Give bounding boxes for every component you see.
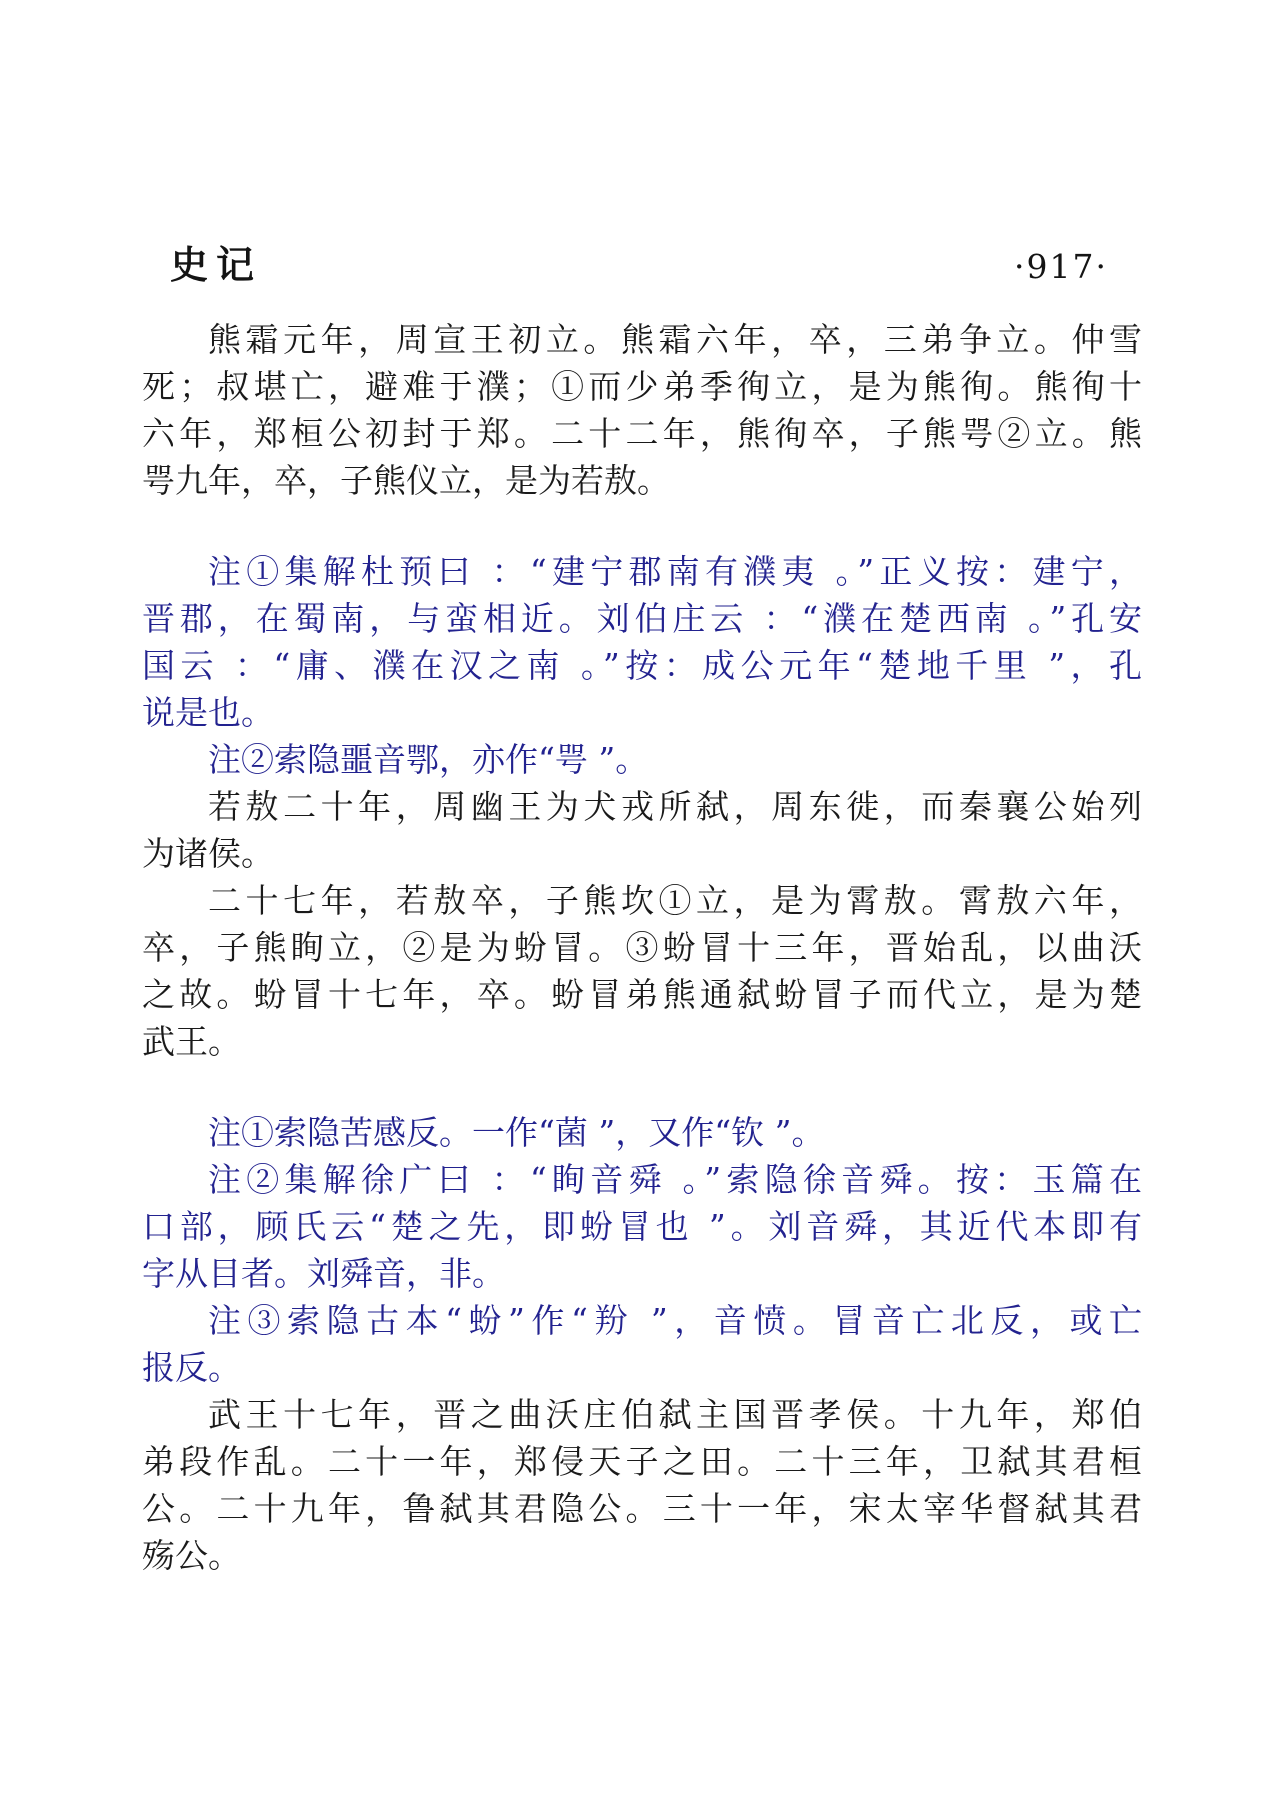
page-header [170, 234, 1108, 289]
annotation-paragraph [142, 1156, 1142, 1297]
annotation-paragraph [142, 1109, 1142, 1156]
text-line: 殇公。 [142, 1536, 241, 1575]
text-line: 之故。蚡冒十七年，卒。蚡冒弟熊通弑蚡冒子而代立，是为楚 [142, 975, 1142, 1014]
main-paragraph [142, 316, 1142, 504]
paragraph-gap [142, 1065, 1142, 1109]
annotation-paragraph [142, 548, 1142, 736]
text-line: 二十七年，若敖卒，子熊坎①立，是为霄敖。霄敖六年， [208, 881, 1142, 920]
annotation-line: 注①索隐苦感反。一作“菌 ”，又作“钦 ”。 [208, 1113, 825, 1152]
annotation-line: 国云 ：“庸、濮在汉之南 。”按：成公元年“楚地千里 ”，孔 [142, 646, 1142, 685]
main-paragraph [142, 877, 1142, 1065]
annotation-line: 报反。 [142, 1348, 241, 1387]
text-line: 卒，子熊眴立，②是为蚡冒。③蚡冒十三年，晋始乱，以曲沃 [142, 928, 1142, 967]
main-paragraph [142, 783, 1142, 877]
annotation-line: 注③索隐古本“蚡”作“羒 ”，音愤。冒音亡北反，或亡 [208, 1301, 1142, 1340]
text-line: 武王。 [142, 1022, 241, 1061]
text-line: 咢九年，卒，子熊仪立，是为若敖。 [142, 461, 670, 500]
text-line: 为诸侯。 [142, 834, 274, 873]
text-line: 六年，郑桓公初封于郑。二十二年，熊徇卒，子熊咢②立。熊 [142, 414, 1142, 453]
annotation-paragraph [142, 1297, 1142, 1391]
annotation-paragraph [142, 736, 1142, 783]
annotation-line: 晋郡，在蜀南，与蛮相近。刘伯庄云 ：“濮在楚西南 。”孔安 [142, 599, 1142, 638]
text-line: 武王十七年，晋之曲沃庄伯弑主国晋孝侯。十九年，郑伯 [208, 1395, 1142, 1434]
annotation-line: 字从目者。刘舜音，非。 [142, 1254, 505, 1293]
text-line: 若敖二十年，周幽王为犬戎所弑，周东徙，而秦襄公始列 [208, 787, 1142, 826]
annotation-line: 注②索隐噩音鄂，亦作“咢 ”。 [208, 740, 649, 779]
book-title: 史记 [170, 242, 263, 287]
annotation-line: 说是也。 [142, 693, 274, 732]
text-line: 弟段作乱。二十一年，郑侵天子之田。二十三年，卫弑其君桓 [142, 1442, 1142, 1481]
main-paragraph [142, 1391, 1142, 1579]
annotation-line: 口部，顾氏云“楚之先，即蚡冒也 ”。刘音舜，其近代本即有 [142, 1207, 1142, 1246]
page-body [142, 316, 1142, 1579]
annotation-line: 注②集解徐广曰 ：“眴音舜 。”索隐徐音舜。按：玉篇在 [208, 1160, 1142, 1199]
paragraph-gap [142, 504, 1142, 548]
page-number: ·917· [1014, 247, 1108, 286]
text-line: 死；叔堪亡，避难于濮；①而少弟季徇立，是为熊徇。熊徇十 [142, 367, 1142, 406]
text-line: 熊霜元年，周宣王初立。熊霜六年，卒，三弟争立。仲雪 [208, 320, 1142, 359]
text-line: 公。二十九年，鲁弑其君隐公。三十一年，宋太宰华督弑其君 [142, 1489, 1142, 1528]
annotation-line: 注①集解杜预曰 ：“建宁郡南有濮夷 。”正义按：建宁， [208, 552, 1142, 591]
